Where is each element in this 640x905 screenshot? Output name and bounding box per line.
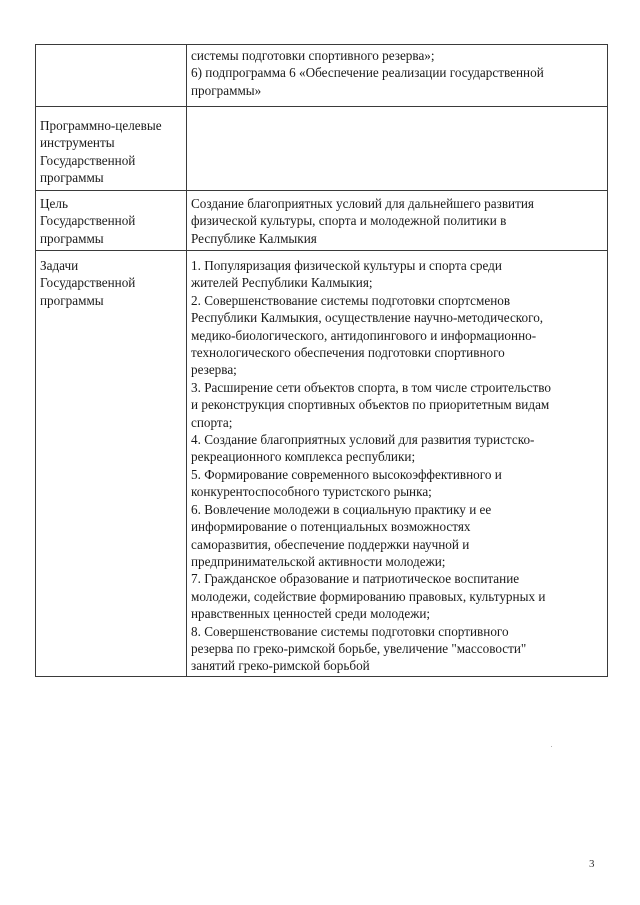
- page-number: 3: [589, 858, 595, 870]
- row-content-cell: [187, 251, 608, 677]
- content-line: медико-биологического, антидопингового и информационно-: [191, 327, 537, 343]
- table-row: [36, 191, 608, 251]
- content-line: системы подготовки спортивного резерва»;: [191, 48, 435, 63]
- label-line: Программно-целевые: [40, 118, 162, 133]
- label-line: Цель: [40, 196, 68, 211]
- content-line: спорта;: [191, 414, 233, 430]
- label-line: инструменты: [40, 135, 115, 151]
- content-line: 6. Вовлечение молодежи в социальную практику и ее: [191, 501, 492, 517]
- content-line: нравственных ценностей среди молодежи;: [191, 606, 431, 622]
- content-line: жителей Республики Калмыкия;: [191, 275, 373, 291]
- content-line: 7. Гражданское образование и патриотическое воспитание: [191, 571, 520, 587]
- label-line: Государственной: [40, 275, 136, 291]
- label-line: Государственной: [40, 213, 136, 229]
- content-line: предпринимательской активности молодежи;: [191, 553, 446, 569]
- content-line: 2. Совершенствование системы подготовки спортсменов: [191, 292, 511, 308]
- content-line: и реконструкция спортивных объектов по приоритетным видам: [191, 397, 550, 413]
- table-row: [36, 251, 608, 677]
- content-line: занятий греко-римской борьбой: [191, 658, 370, 674]
- content-line: Республики Калмыкия, осуществление научно-методического,: [191, 310, 544, 326]
- content-line: технологического обеспечения подготовки спортивного: [191, 345, 505, 361]
- table-body: [36, 45, 608, 677]
- content-line: 6) подпрограмма 6 «Обеспечение реализации государственной: [191, 65, 544, 81]
- row-label-cell: [36, 191, 187, 251]
- label-line: программы: [40, 292, 104, 308]
- row-content-cell: [187, 107, 608, 191]
- content-line: физической культуры, спорта и молодежной политики в: [191, 213, 507, 229]
- content-line: Создание благоприятных условий для дальнейшего развития: [191, 196, 534, 211]
- row-label-cell: [36, 251, 187, 677]
- table-row: [36, 45, 608, 107]
- content-line: 8. Совершенствование системы подготовки спортивного: [191, 623, 509, 639]
- content-line: 1. Популяризация физической культуры и спорта среди: [191, 258, 502, 273]
- content-line: информирование о потенциальных возможностях: [191, 519, 471, 535]
- content-line: резерва;: [191, 362, 237, 378]
- content-line: рекреационного комплекса республики;: [191, 449, 416, 465]
- content-line: резерва по греко-римской борьбе, увеличение "массовости": [191, 640, 527, 656]
- scan-speck: [551, 746, 552, 747]
- table-row: [36, 107, 608, 191]
- program-passport-table: [35, 44, 608, 677]
- label-line: Задачи: [40, 258, 79, 273]
- row-content-cell: [187, 45, 608, 107]
- row-label-cell: [36, 45, 187, 107]
- content-line: Республике Калмыкия: [191, 230, 317, 246]
- content-line: 4. Создание благоприятных условий для развития туристско-: [191, 432, 535, 448]
- row-content-cell: [187, 191, 608, 251]
- content-line: молодежи, содействие формированию правовых, культурных и: [191, 588, 546, 604]
- label-line: программы: [40, 230, 104, 246]
- label-line: программы: [40, 170, 104, 186]
- content-line: 5. Формирование современного высокоэффективного и: [191, 466, 502, 482]
- content-line: программы»: [191, 82, 262, 98]
- label-line: Государственной: [40, 152, 136, 168]
- content-line: конкурентоспособного туристского рынка;: [191, 484, 432, 500]
- content-line: 3. Расширение сети объектов спорта, в том числе строительство: [191, 379, 551, 395]
- row-label-cell: [36, 107, 187, 191]
- content-line: саморазвития, обеспечение поддержки научной и: [191, 536, 470, 552]
